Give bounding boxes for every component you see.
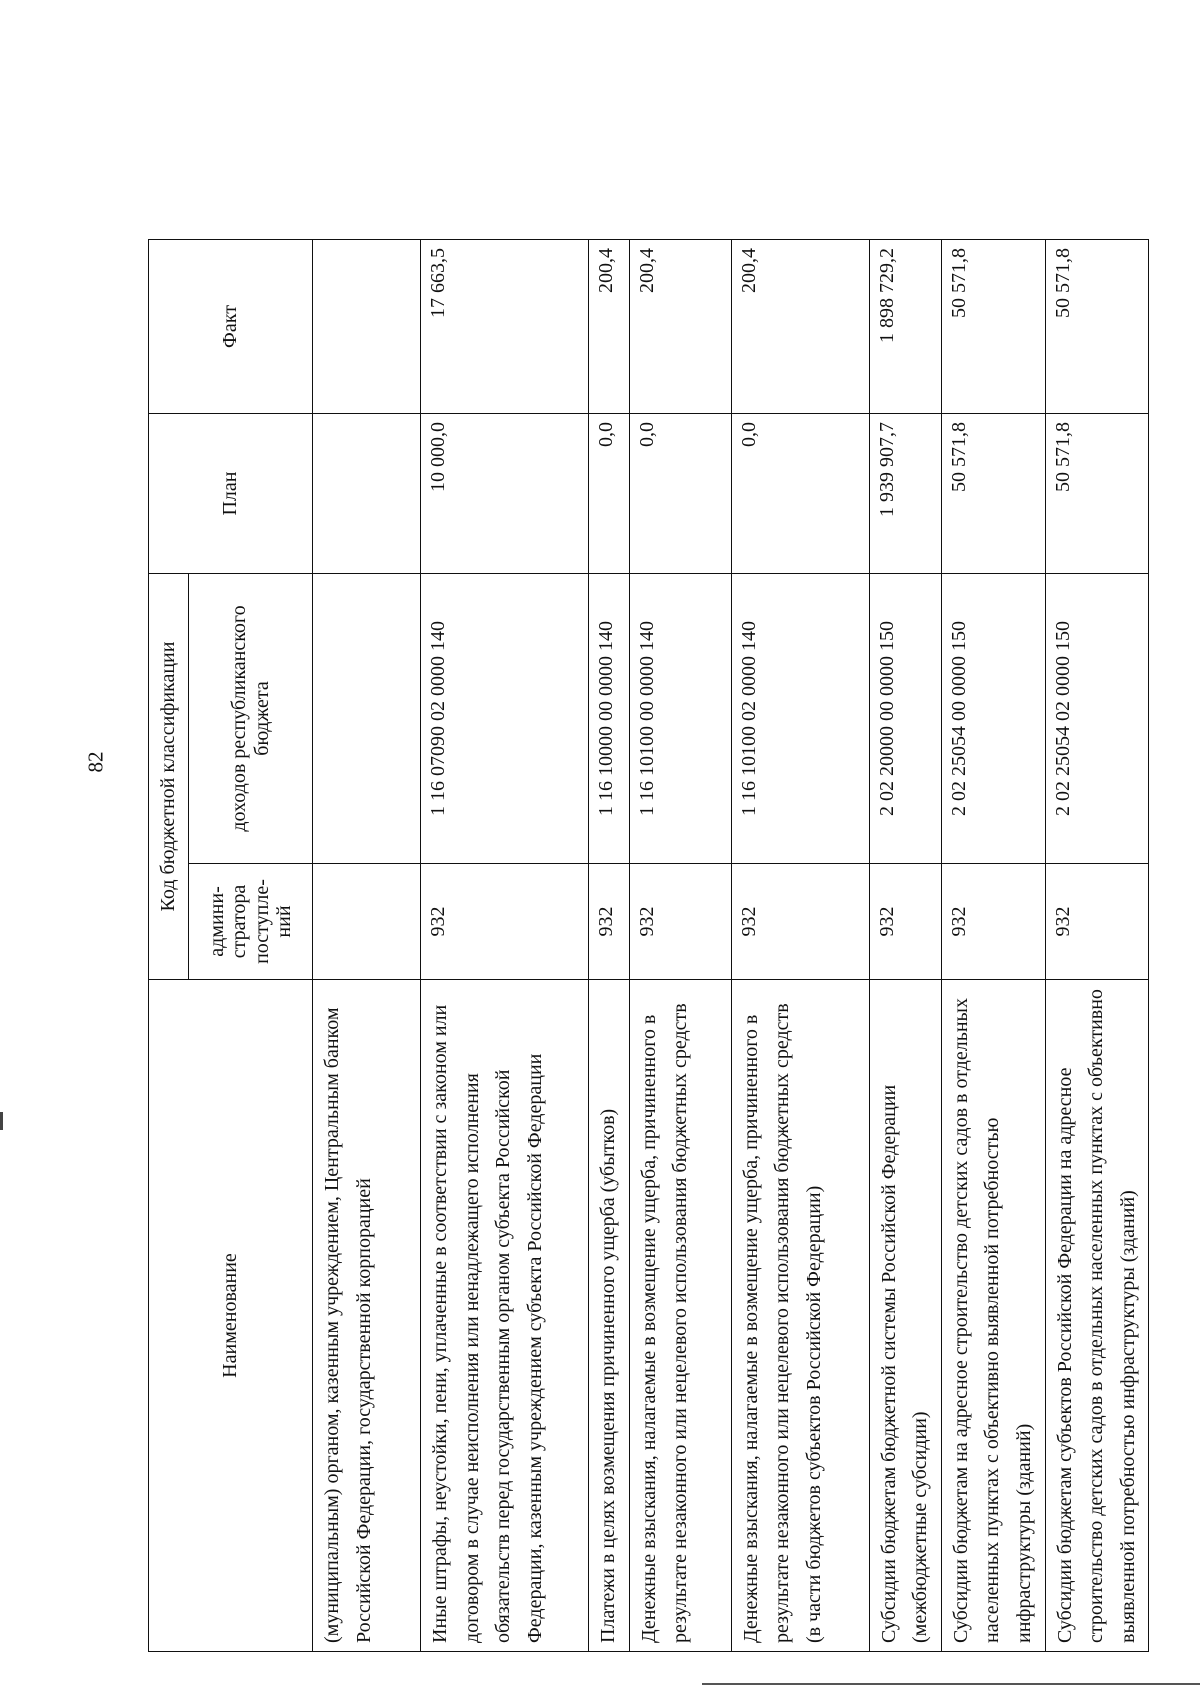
row-income-code: 1 16 10100 02 0000 140 — [731, 574, 869, 864]
row-fact — [313, 240, 421, 414]
row-fact: 200,4 — [589, 240, 630, 414]
row-fact: 200,4 — [731, 240, 869, 414]
row-name: (муниципальным) органом, казенным учреждением, Центральным банком Российской Федерации, государственной корпорацией — [313, 980, 421, 1652]
row-admin-code: 932 — [629, 864, 731, 980]
scan-edge-mark — [0, 1112, 3, 1130]
row-admin-code: 932 — [731, 864, 869, 980]
row-fact: 200,4 — [629, 240, 731, 414]
row-fact: 1 898 729,2 — [869, 240, 941, 414]
row-admin-code: 932 — [869, 864, 941, 980]
row-income-code: 1 16 07090 02 0000 140 — [421, 574, 589, 864]
table-row — [313, 82, 421, 1652]
row-plan: 0,0 — [589, 414, 630, 574]
row-admin-code: 932 — [1045, 864, 1149, 980]
header-name: Наименование — [149, 980, 313, 1652]
header-code-group: Код бюджетной классификации — [149, 574, 189, 980]
row-admin-code: 932 — [941, 864, 1045, 980]
row-plan: 0,0 — [731, 414, 869, 574]
header-income: доходов республиканского бюджета — [189, 574, 313, 864]
table-row — [421, 82, 589, 1652]
row-name: Денежные взыскания, налагаемые в возмещение ущерба, причиненного в результате незаконного или нецелевого использования бюджетных средств (в части бюджетов субъектов Российской Федерации) — [731, 980, 869, 1652]
table-row — [731, 82, 869, 1652]
row-name: Субсидии бюджетам субъектов Российской Федерации на адресное строительство детских садов в отдельных населенных пунктах с объективно выявленной потребностью инфраструктуры (зданий) — [1045, 980, 1149, 1652]
row-plan: 1 939 907,7 — [869, 414, 941, 574]
table-row — [589, 82, 630, 1652]
header-admin: админи-стратора поступле-ний — [189, 864, 313, 980]
row-plan: 50 571,8 — [1045, 414, 1149, 574]
table-row — [941, 82, 1045, 1652]
row-admin-code: 932 — [589, 864, 630, 980]
row-income-code: 2 02 25054 02 0000 150 — [1045, 574, 1149, 864]
row-income-code: 2 02 20000 00 0000 150 — [869, 574, 941, 864]
table-row — [1045, 82, 1149, 1652]
row-name: Субсидии бюджетам на адресное строительство детских садов в отдельных населенных пунктах с объективно выявленной потребностью инфраструктуры (зданий) — [941, 980, 1045, 1652]
row-admin-code: 932 — [421, 864, 589, 980]
row-name: Субсидии бюджетам бюджетной системы Российской Федерации (межбюджетные субсидии) — [869, 980, 941, 1652]
row-income-code: 1 16 10000 00 0000 140 — [589, 574, 630, 864]
table-row — [869, 82, 941, 1652]
row-name: Иные штрафы, неустойки, пени, уплаченные в соответствии с законом или договором в случае неисполнения или ненадлежащего исполнения обязательств перед государственным органом субъекта Российской Федерации, казенным учреждением субъекта Российской Федерации — [421, 980, 589, 1652]
table-row — [629, 82, 731, 1652]
row-plan: 0,0 — [629, 414, 731, 574]
row-fact: 50 571,8 — [941, 240, 1045, 414]
row-fact: 17 663,5 — [421, 240, 589, 414]
rotated-table-container — [148, 82, 1139, 1652]
page-number: 82 — [83, 751, 108, 773]
row-fact: 50 571,8 — [1045, 240, 1149, 414]
row-admin-code — [313, 864, 421, 980]
row-plan: 50 571,8 — [941, 414, 1045, 574]
table-header — [149, 82, 313, 1652]
row-income-code — [313, 574, 421, 864]
row-name: Денежные взыскания, налагаемые в возмещение ущерба, причиненного в результате незаконного или нецелевого использования бюджетных средств — [629, 980, 731, 1652]
row-plan: 10 000,0 — [421, 414, 589, 574]
table-body — [313, 82, 1149, 1652]
row-income-code: 1 16 10100 00 0000 140 — [629, 574, 731, 864]
header-fact: Факт — [149, 240, 313, 414]
row-income-code: 2 02 25054 00 0000 150 — [941, 574, 1045, 864]
row-name: Платежи в целях возмещения причиненного ущерба (убытков) — [589, 980, 630, 1652]
scan-edge-line — [702, 1683, 1200, 1685]
row-plan — [313, 414, 421, 574]
header-plan: План — [149, 414, 313, 574]
budget-table — [148, 81, 1149, 1652]
